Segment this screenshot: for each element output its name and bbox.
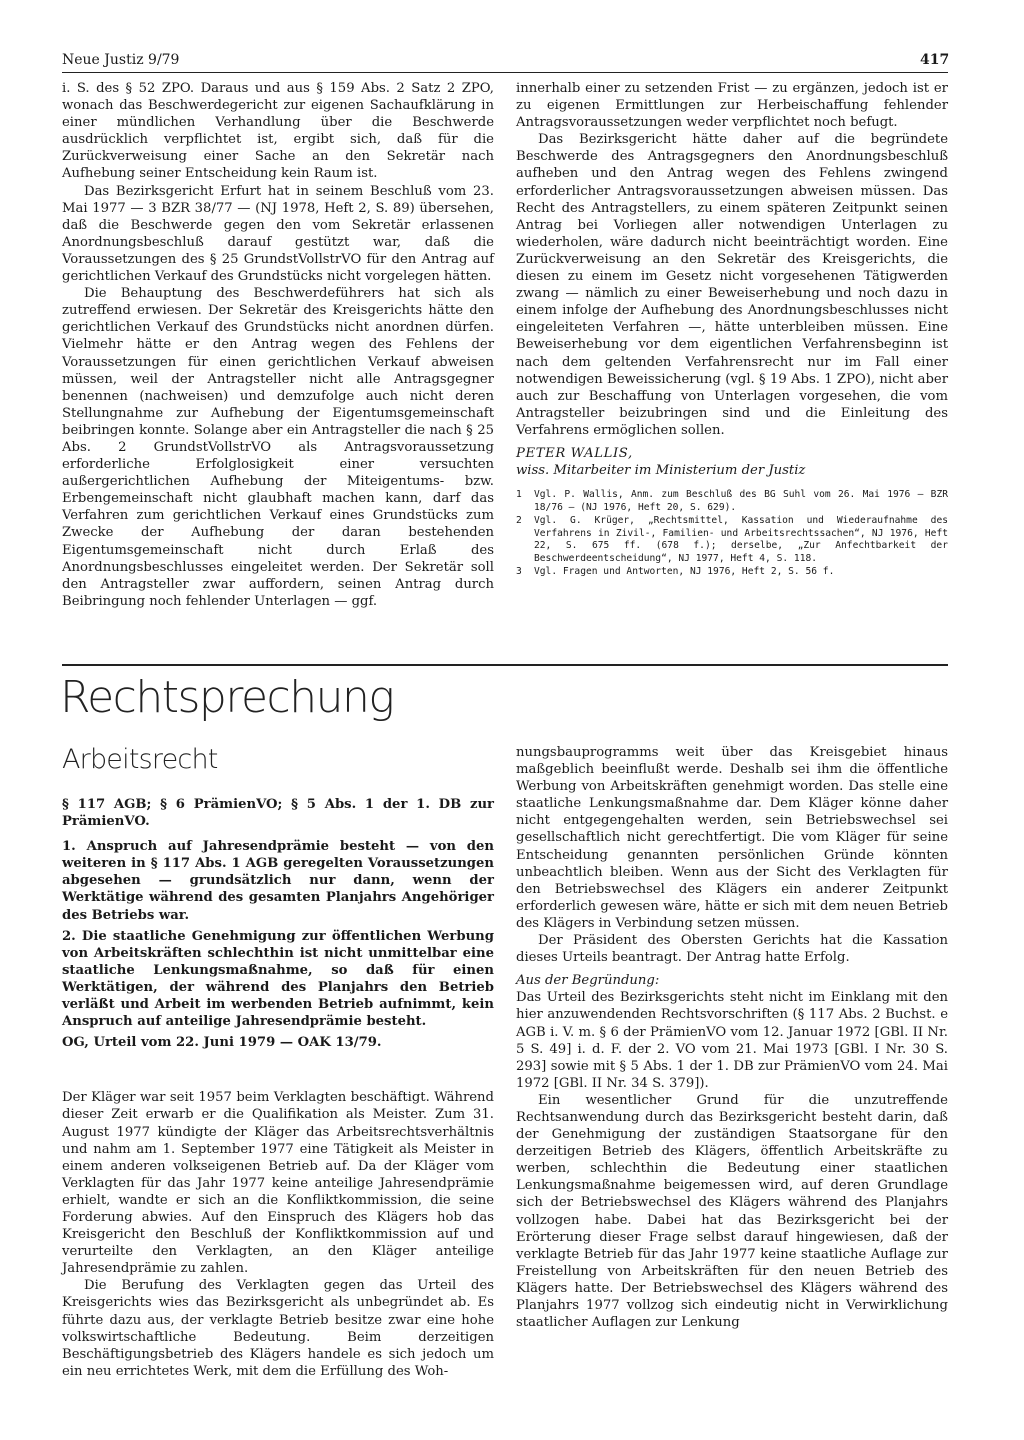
paragraph: Das Bezirksgericht hätte daher auf die begründete Beschwerde des Antragsgegners den Anordnungsbeschluß aufheben und den Antrag wegen des Fehlens zwingend erforderlicher Antragsvoraussetzungen abweisen müssen. Das Recht des Antragstellers, zu einem späteren Zeitpunkt seinen Antrag bei Vorliegen aller notwendigen Unterlagen zu wiederholen, wäre dadurch nicht beeinträchtigt worden. Eine Zurückverweisung an den Sekretär des Kreisgerichts, die diesen zu einem im Gesetz nicht vorgesehenen Tätigwerden zwang — nämlich zu einer Beweiserhebung und noch dazu in einem infolge der Aufhebung des Anordnungsbeschlusses nicht eingeleiteten Verfahren —, hätte unterbleiben müssen. Eine Beweiserhebung vor dem eigentlichen Verfahrensbeginn ist nach dem geltenden Verfahrensrecht nur im Fall einer notwendigen Beweissicherung (vgl. § 19 Abs. 1 ZPO), nicht aber auch zur Beschaffung von Unterlagen vorgesehen, die vom Antragsteller beizubringen sind und die Einleitung des Verfahrens ermöglichen sollen.	[516, 132, 948, 438]
top-left-column	[62, 80, 494, 610]
case-header: § 117 AGB; § 6 PrämienVO; § 5 Abs. 1 der 1. DB zur PrämienVO.	[62, 797, 494, 830]
footnotes	[516, 489, 948, 579]
paragraph: nungsbauprogramms weit über das Kreisgebiet hinaus maßgeblich beeinflußt werde. Deshalb sei ihm die öffentliche Werbung von Arbeitskräften genehmigt worden. Das stelle eine staatliche Lenkungsmaßnahme dar. Dem Kläger könne daher nicht entgegengehalten werden, sein Betriebswechsel sei gesellschaftlich nicht gerechtfertigt. Die vom Kläger für seine Entscheidung genannten persönlichen Gründe könnten unbeachtlich bleiben. Wenn aus der Sicht des Verklagten für den Betriebswechsel des Klägers ein anderer Zeitpunkt erforderlich gewesen wäre, hätte er sich mit dem neuen Betrieb des Klägers in Verbindung setzen müssen.	[516, 745, 948, 931]
footnote	[516, 566, 948, 579]
footnote-number: 1	[516, 489, 522, 501]
court-citation: OG, Urteil vom 22. Juni 1979 — OAK 13/79.	[62, 1035, 382, 1051]
footnote	[516, 515, 948, 566]
begruendung-label: Aus der Begründung:	[516, 973, 660, 989]
leitsatz: 1. Anspruch auf Jahresendprämie besteht — von den weiteren in § 117 Abs. 1 AGB geregelten Voraussetzungen abgesehen — grundsätzlich nur dann, wenn der Werktätige während des gesamten Planjahrs Angehöriger des Betriebs war.	[62, 839, 494, 923]
paragraph: Die Behauptung des Beschwerdeführers hat sich als zutreffend erwiesen. Der Sekretär des Kreisgerichts hätte den gerichtlichen Verkauf des Grundstücks nicht anordnen dürfen. Vielmehr hätte er den Antrag wegen des Fehlens der Voraussetzungen für einen gerichtlichen Verkauf abweisen müssen, weil der Antragsteller nicht alle Antragsgegner benennen (nachweisen) und demzufolge auch nicht deren Stellungnahme zur Aufhebung der Eigentumsgemeinschaft beibringen konnte. Solange aber ein Antragsteller die nach § 25 Abs. 2 GrundstVollstrVO als Antragsvoraussetzung erforderliche Erfolglosigkeit einer versuchten außergerichtlichen Aufhebung der Miteigentums- bzw. Erbengemeinschaft nicht glaubhaft machen kann, darf das Verfahren zum gerichtlichen Verkauf eines Grundstücks zum Zwecke der Aufhebung der daran bestehenden Eigentumsgemeinschaft nicht durch Erlaß des Anordnungsbeschlusses eingeleitet werden. Der Sekretär soll den Antragsteller zwar auffordern, seinen Antrag durch Beibringung noch fehlender Unterlagen — ggf.	[62, 286, 494, 609]
leitsatz: 2. Die staatliche Genehmigung zur öffentlichen Werbung von Arbeitskräften schlechthin ist nicht unmittelbar eine staatliche Lenkungsmaßnahme, so daß für einen Werktätigen, der während des Planjahrs den Betrieb verläßt und Arbeit im werbenden Betrieb aufnimmt, kein Anspruch auf anteilige Jahresendprämie besteht.	[62, 928, 494, 1030]
paragraph: Das Bezirksgericht Erfurt hat in seinem Beschluß vom 23. Mai 1977 — 3 BZR 38/77 — (NJ 1978, Heft 2, S. 89) übersehen, daß die Beschwerde gegen den vom Sekretär erlassenen Anordnungsbeschluß darauf gestützt war, daß die Voraussetzungen des § 25 GrundstVollstrVO für den Antrag auf gerichtlichen Verkauf des Grundstücks nicht vorgelegen hätten.	[62, 183, 494, 285]
paragraph: innerhalb einer zu setzenden Frist — zu ergänzen, jedoch ist er zu eigenen Ermittlungen zur Herbeischaffung fehlender Antragsvoraussetzungen weder verpflichtet noch befugt.	[516, 81, 948, 131]
section-title: Rechtsprechung	[60, 672, 394, 723]
footnote-text: Vgl. P. Wallis, Anm. zum Beschluß des BG Suhl vom 26. Mai 1976 — BZR 18/76 — (NJ 1976, Heft 20, S. 629).	[534, 489, 948, 513]
bottom-right-column	[516, 744, 948, 1331]
paragraph: Der Präsident des Obersten Gerichts hat die Kassation dieses Urteils beantragt. Der Antrag hatte Erfolg.	[516, 933, 948, 966]
footnote-text: Vgl. Fragen und Antworten, NJ 1976, Heft 2, S. 56 f.	[534, 565, 835, 577]
section-subtitle: Arbeitsrecht	[62, 744, 218, 775]
footnote-text: Vgl. G. Krüger, „Rechtsmittel, Kassation und Wiederaufnahme des Verfahrens in Zivil-, Familien- und Arbeitsrechtssachen“, NJ 1976, Heft 22, S. 675 ff. (678 f.); derselbe, „Zur Anfechtbarkeit der Beschwerdeentscheidung“, NJ 1977, Heft 4, S. 118.	[534, 514, 948, 565]
footnote-number: 2	[516, 514, 522, 526]
author-name: PETER WALLIS,	[516, 445, 633, 461]
top-right-column	[516, 80, 948, 579]
paragraph: i. S. des § 52 ZPO. Daraus und aus § 159 Abs. 2 Satz 2 ZPO, wonach das Beschwerdegericht zur eigenen Sachaufklärung in einer mündlichen Verhandlung über die Beschwerde ausdrücklich verpflichtet ist, ergibt sich, daß für die Zurückverweisung einer Sache an den Sekretär nach Aufhebung seiner Entscheidung kein Raum ist.	[62, 81, 494, 182]
footnote	[516, 489, 948, 515]
footnote-number: 3	[516, 565, 522, 577]
paragraph: Die Berufung des Verklagten gegen das Urteil des Kreisgerichts wies das Bezirksgericht als unbegründet ab. Es führte dazu aus, der verklagte Betrieb besitze zwar eine hohe volkswirtschaftliche Bedeutung. Beim derzeitigen Beschäftigungsbetrieb des Klägers handele es sich jedoch um ein neu errichtetes Werk, mit dem die Erfüllung des Woh-	[62, 1278, 494, 1379]
journal-header: Neue Justiz 9/79	[62, 52, 180, 68]
author-role: wiss. Mitarbeiter im Ministerium der Justiz	[516, 463, 806, 479]
section-rule	[62, 664, 948, 666]
paragraph: Der Kläger war seit 1957 beim Verklagten beschäftigt. Während dieser Zeit erwarb er die Qualifikation als Meister. Zum 31. August 1977 kündigte der Kläger das Arbeitsrechtsverhältnis und nahm am 1. September 1977 eine Tätigkeit als Meister in einem anderen volkseigenen Betrieb auf. Da der Kläger vom Verklagten für das Jahr 1977 keine anteilige Jahresendprämie erhielt, wandte er sich an die Konfliktkommission, die seine Forderung abwies. Auf den Einspruch des Klägers hob das Kreisgericht den Beschluß der Konfliktkommission auf und verurteilte den Verklagten, an den Kläger anteilige Jahresendprämie zu zahlen.	[62, 1090, 494, 1277]
bottom-left-column	[62, 796, 494, 1380]
header-rule	[62, 72, 948, 73]
paragraph: Ein wesentlicher Grund für die unzutreffende Rechtsanwendung durch das Bezirksgericht besteht darin, daß der Genehmigung der zuständigen Staatsorgane für den derzeitigen Betrieb des Klägers, öffentlich Arbeitskräfte zu werben, schlechthin die Bedeutung einer staatlichen Lenkungsmaßnahme beigemessen wird, auf deren Grundlage sich der Betriebswechsel des Klägers während des Planjahrs vollzogen habe. Dabei hat das Bezirksgericht bei der Erörterung dieser Frage selbst darauf hingewiesen, daß der verklagte Betrieb für das Jahr 1977 keine staatliche Auflage zur Freistellung von Arbeitskräften für den neuen Betrieb des Klägers hatte. Der Betriebswechsel des Klägers während des Planjahrs 1977 vollzog sich eindeutig nicht in Verwirklichung staatlicher Auflagen zur Lenkung	[516, 1092, 948, 1331]
page-number: 417	[920, 52, 950, 68]
paragraph: Das Urteil des Bezirksgerichts steht nicht im Einklang mit den hier anzuwendenden Rechtsvorschriften (§ 117 Abs. 2 Buchst. e AGB i. V. m. § 6 der PrämienVO vom 12. Januar 1972 [GBl. II Nr. 5 S. 49] i. d. F. der 2. VO vom 21. Mai 1973 [GBl. I Nr. 30 S. 293] sowie mit § 5 Abs. 1 der 1. DB zur PrämienVO vom 24. Mai 1972 [GBl. II Nr. 34 S. 379]).	[516, 990, 948, 1091]
